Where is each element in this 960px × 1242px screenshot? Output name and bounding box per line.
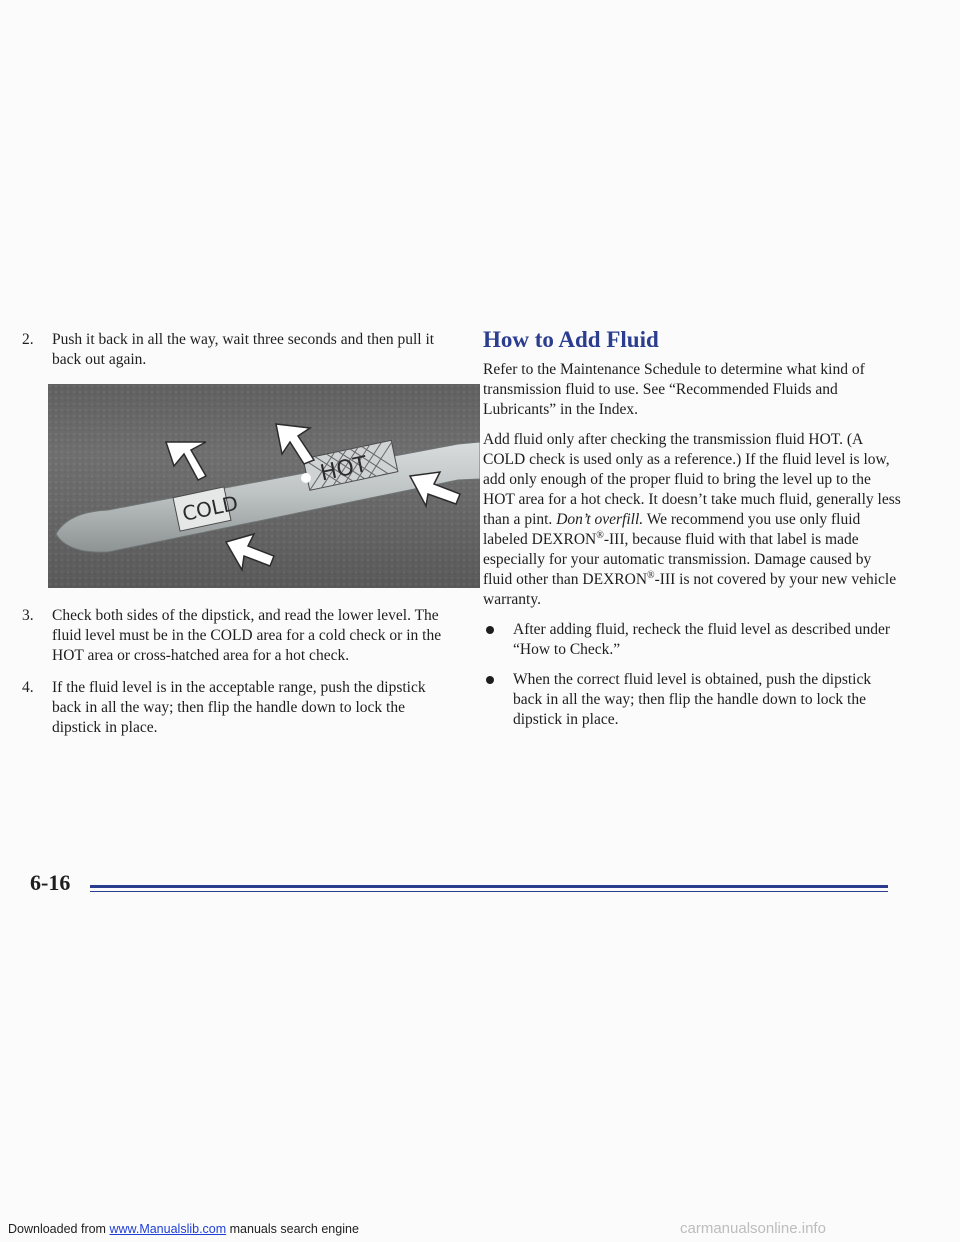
list-item <box>483 620 903 660</box>
footer-rule-thin <box>90 891 888 892</box>
paragraph-refer: Refer to the Maintenance Schedule to determine what kind of transmission fluid to use. See “Recommended Fluids and Lubricants” in the Index. <box>483 361 865 418</box>
bullet-list <box>483 620 903 730</box>
list-item-text: When the correct fluid level is obtained, push the dipstick back in all the way; then flip the handle down to lock the dipstick in place. <box>513 671 872 728</box>
bullet-icon <box>486 676 494 684</box>
para-text-d: -III, because fluid with that label is made especially for your automatic transmission. Damage caused by fluid other than DEXRON <box>483 531 872 588</box>
step-number: 3. <box>22 607 34 624</box>
section-heading: How to Add Fluid <box>483 327 659 352</box>
registered-mark: ® <box>596 529 604 541</box>
bullet-icon <box>486 626 494 634</box>
left-column <box>22 330 452 750</box>
cold-label: COLD <box>180 490 241 526</box>
page-number: 6-16 <box>30 870 71 895</box>
dipstick-illustration <box>48 384 480 588</box>
right-column <box>483 327 903 740</box>
para-text-a: Add fluid only after checking the transmission fluid HOT. (A COLD check is used only as a reference.) If the fluid level is low, add only enough of the proper fluid to bring the level up to the HOT area for a hot check. It doesn’t take much fluid, generally less than a pint. <box>483 431 901 528</box>
dont-overfill-emphasis: Don’t overfill. <box>556 511 644 528</box>
footer-suffix: manuals search engine <box>226 1222 359 1236</box>
watermark: carmanualsonline.info <box>680 1220 826 1237</box>
hole-highlight <box>301 473 311 483</box>
registered-mark: ® <box>647 569 655 581</box>
step-text: Check both sides of the dipstick, and read the lower level. The fluid level must be in the COLD area for a cold check or in the HOT area or cross-hatched area for a hot check. <box>52 607 442 664</box>
step-2 <box>22 330 452 370</box>
step-number: 4. <box>22 679 34 696</box>
footer-prefix: Downloaded from <box>8 1222 110 1236</box>
list-item <box>483 670 903 730</box>
download-footer <box>8 1222 359 1236</box>
list-item-text: After adding fluid, recheck the fluid level as described under “How to Check.” <box>513 621 891 658</box>
para-text-c: We recommend you use only fluid labeled DEXRON <box>483 511 861 548</box>
step-text: Push it back in all the way, wait three seconds and then pull it back out again. <box>52 331 435 368</box>
manualslib-link[interactable]: www.Manualslib.com <box>109 1222 227 1236</box>
footer-rule <box>90 885 888 888</box>
para-text-e: -III is not covered by your new vehicle warranty. <box>483 571 897 608</box>
hot-label: HOT <box>318 452 370 487</box>
dipstick-photo <box>48 384 480 588</box>
step-3 <box>22 606 452 666</box>
paragraph-add-fluid <box>483 430 903 610</box>
step-text: If the fluid level is in the acceptable range, push the dipstick back in all the way; then flip the handle down to lock the dipstick in place. <box>52 679 426 736</box>
step-number: 2. <box>22 331 34 348</box>
step-4 <box>22 678 452 738</box>
